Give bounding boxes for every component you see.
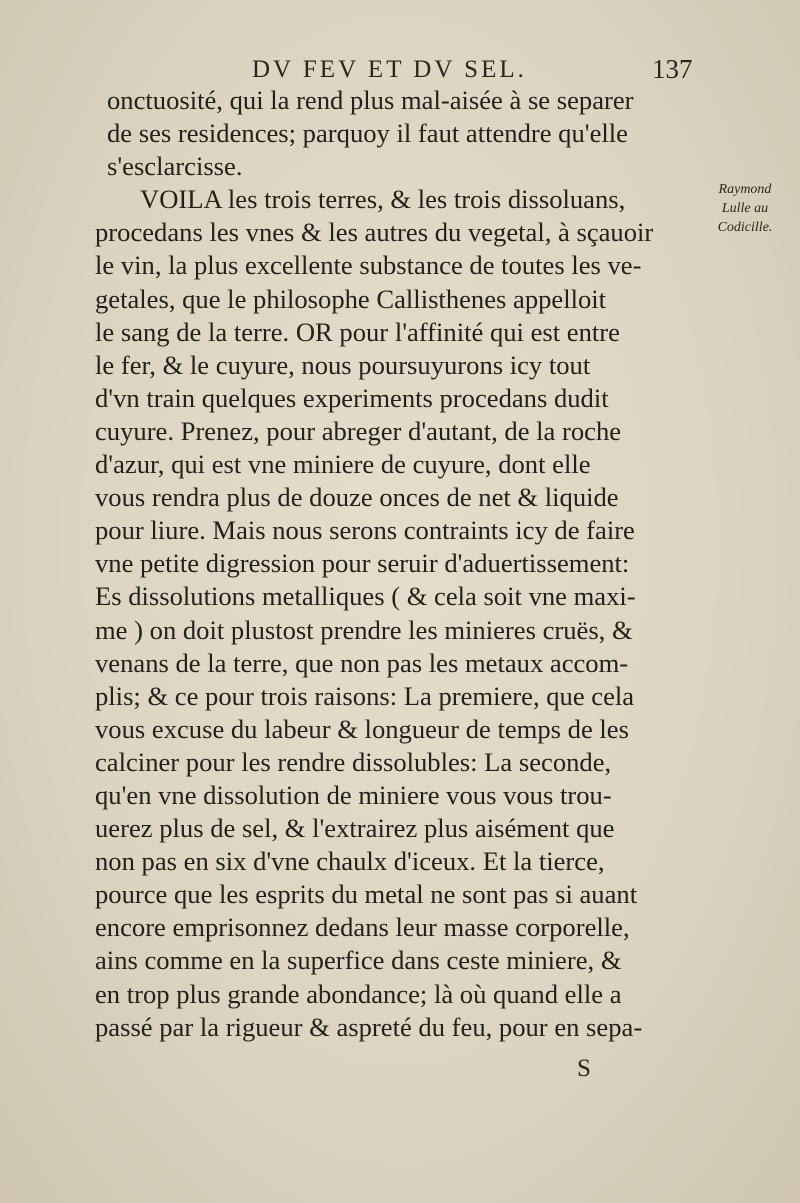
margin-note: [690, 180, 800, 237]
text-line: calciner pour les rendre dissolubles: La seconde,: [95, 746, 612, 777]
text-line: encore emprisonnez dedans leur masse corporelle,: [95, 912, 630, 943]
text-line: pour liure. Mais nous serons contraints icy de faire: [95, 515, 635, 546]
text-line: pource que les esprits du metal ne sont pas si auant: [95, 879, 638, 910]
text-line: procedans les vnes & les autres du vegetal, à sçauoir: [95, 217, 654, 248]
text-line: le sang de la terre. OR pour l'affinité qui est entre: [95, 316, 620, 347]
running-head: DV FEV ET DV SEL.: [252, 56, 527, 83]
text-line: le vin, la plus excellente substance de toutes les ve-: [95, 250, 642, 281]
text-line: getales, que le philosophe Callisthenes appelloit: [95, 283, 607, 314]
text-line: non pas en six d'vne chaulx d'iceux. Et la tierce,: [95, 846, 605, 877]
margin-note-line: Lulle au: [721, 201, 769, 216]
text-line: uerez plus de sel, & l'extrairez plus aisément que: [95, 813, 615, 844]
text-line: qu'en vne dissolution de miniere vous vous trou-: [95, 779, 612, 810]
text-line: vne petite digression pour seruir d'aduertissement:: [95, 548, 630, 579]
text-line: cuyure. Prenez, pour abreger d'autant, de la roche: [95, 415, 622, 446]
text-line: passé par la rigueur & aspreté du feu, pour en sepa-: [95, 1011, 643, 1042]
text-line: de ses residences; parquoy il faut attendre qu'elle: [107, 118, 628, 149]
text-line: d'vn train quelques experiments procedans dudit: [95, 382, 609, 413]
text-line: me ) on doit plustost prendre les minieres cruës, &: [95, 614, 633, 645]
text-line: vous excuse du labeur & longueur de temps de les: [95, 713, 629, 744]
body-text: [95, 84, 695, 1044]
text-line: Es dissolutions metalliques ( & cela soit vne maxi-: [95, 581, 636, 612]
text-line: s'esclarcisse.: [107, 151, 243, 182]
text-line: d'azur, qui est vne miniere de cuyure, dont elle: [95, 449, 591, 480]
signature-mark: S: [577, 1055, 591, 1082]
margin-note-line: Raymond: [718, 182, 772, 197]
text-line: ains comme en la superfice dans ceste miniere, &: [95, 945, 622, 976]
text-line: le fer, & le cuyure, nous poursuyurons icy tout: [95, 349, 591, 380]
text-line: plis; & ce pour trois raisons: La premiere, que cela: [95, 680, 635, 711]
text-line: VOILA les trois terres, & les trois dissoluans,: [140, 184, 626, 215]
text-line: vous rendra plus de douze onces de net & liquide: [95, 482, 619, 513]
margin-note-line: Codicille.: [717, 220, 773, 235]
page-number: 137: [652, 54, 693, 84]
text-line: venans de la terre, que non pas les metaux accom-: [95, 647, 629, 678]
text-line: en trop plus grande abondance; là où quand elle a: [95, 978, 622, 1009]
text-line: onctuosité, qui la rend plus mal-aisée à se separer: [107, 85, 634, 115]
